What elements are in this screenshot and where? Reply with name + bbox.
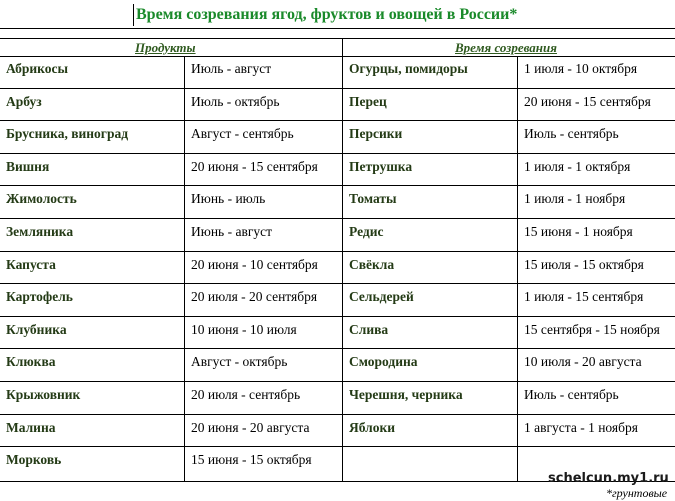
row-divider (0, 88, 675, 89)
product-name: Земляника (6, 224, 74, 239)
product-name: Сельдерей (349, 289, 414, 305)
ripening-period: 15 июля - 15 октября (524, 256, 644, 272)
table-row (0, 188, 675, 220)
ripening-period: Июнь - июль (191, 191, 266, 207)
ripening-period: 15 сентября - 15 ноября (524, 321, 660, 337)
ripening-period: 1 июля - 15 сентября (524, 289, 644, 305)
product-name: Перец (349, 93, 387, 109)
header-products: Продукты (135, 40, 196, 55)
table-header-bottom-border (0, 56, 675, 57)
ripening-period: Июль - август (191, 61, 272, 76)
row-divider (0, 446, 675, 447)
ripening-period: Июль - сентябрь (524, 387, 619, 402)
table-row (0, 156, 675, 188)
table-row (0, 351, 675, 383)
ripening-period: Июль - сентябрь (524, 126, 619, 142)
row-divider (0, 185, 675, 186)
ripening-period: 20 июля - 20 сентября (191, 289, 318, 305)
product-name: Персики (349, 126, 403, 142)
table-row (0, 384, 675, 416)
table-header-top-border (0, 38, 675, 39)
table-row (0, 58, 675, 90)
product-name: Брусника, виноград (6, 126, 129, 142)
row-divider (0, 251, 675, 252)
product-name: Огурцы, помидоры (349, 61, 468, 76)
table-row (0, 221, 675, 253)
table-row (0, 286, 675, 318)
ripening-period: 1 августа - 1 ноября (524, 419, 638, 435)
row-divider (0, 381, 675, 382)
product-name: Клюква (6, 354, 56, 370)
product-name: Смородина (349, 354, 418, 370)
product-name: Слива (349, 321, 389, 337)
row-divider (0, 414, 675, 415)
ripening-period: 1 июля - 1 октября (524, 158, 631, 174)
row-divider (0, 153, 675, 154)
table-row (0, 254, 675, 286)
product-name (349, 449, 514, 481)
ripening-period: 10 июля - 20 августа (524, 354, 642, 370)
ripening-period: 20 июня - 20 августа (191, 419, 310, 435)
ripening-period: Июнь - август (191, 224, 273, 239)
ripening-period: Август - сентябрь (191, 126, 294, 142)
product-name: Картофель (6, 289, 73, 305)
ripening-period: 20 июня - 10 сентября (191, 256, 318, 272)
ripening-period: Июль - октябрь (191, 93, 280, 109)
product-name: Жимолость (6, 191, 77, 207)
product-name: Томаты (349, 191, 397, 207)
product-name: Черешня, черника (349, 387, 463, 402)
product-name: Вишня (6, 158, 50, 174)
product-name: Арбуз (6, 93, 42, 109)
ripening-period: 20 июля - сентябрь (191, 387, 301, 402)
table-row (0, 91, 675, 123)
ripening-period: 20 июня - 15 сентября (191, 158, 318, 174)
site-watermark: schelcun.my1.ru (548, 471, 669, 486)
table-top-border (0, 28, 675, 29)
header-ripening: Время созревания (455, 40, 557, 55)
ripening-period: 15 июня - 1 ноября (524, 224, 633, 239)
ripening-period: 10 июня - 10 июля (191, 321, 297, 337)
footnote: *грунтовые (606, 486, 668, 500)
row-divider (0, 348, 675, 349)
ripening-period: 1 июля - 1 ноября (524, 191, 626, 207)
ripening-period: 15 июня - 15 октября (191, 452, 312, 468)
table-row (0, 417, 675, 449)
row-divider (0, 218, 675, 219)
product-name: Крыжовник (6, 387, 81, 402)
product-name: Малина (6, 419, 56, 435)
ripening-period: Август - октябрь (191, 354, 288, 370)
product-name: Морковь (6, 452, 62, 468)
product-name: Абрикосы (6, 61, 68, 76)
product-name: Капуста (6, 256, 56, 272)
page-title: Время созревания ягод, фруктов и овощей в России* (133, 4, 517, 26)
product-name: Яблоки (349, 419, 396, 435)
product-name: Редис (349, 224, 384, 239)
row-divider (0, 283, 675, 284)
ripening-period: 20 июня - 15 сентября (524, 93, 651, 109)
product-name: Клубника (6, 321, 67, 337)
row-divider (0, 316, 675, 317)
ripening-period: 1 июля - 10 октября (524, 61, 638, 76)
product-name: Петрушка (349, 158, 413, 174)
table-row (0, 319, 675, 351)
table-row (0, 123, 675, 155)
product-name: Свёкла (349, 256, 395, 272)
row-divider (0, 120, 675, 121)
